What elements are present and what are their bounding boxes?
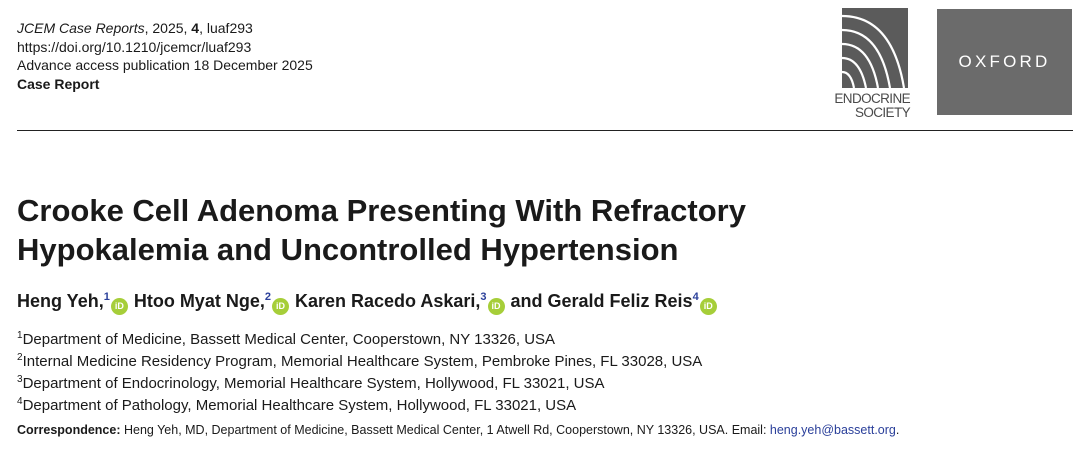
author-list <box>17 291 723 315</box>
endocrine-line: ENDOCRINE <box>834 91 910 106</box>
author-affiliation-ref[interactable]: 1 <box>103 291 110 303</box>
correspondence <box>17 423 899 437</box>
doi-link[interactable]: https://doi.org/10.1210/jcemcr/luaf293 <box>17 38 252 55</box>
society-line: SOCIETY <box>854 105 910 120</box>
orcid-icon[interactable]: iD <box>700 298 717 315</box>
oxford-wordmark: OXFORD <box>958 52 1051 71</box>
year: , 2025, <box>144 20 192 36</box>
affiliation-item <box>17 351 702 373</box>
affiliation-number: 2 <box>17 352 23 363</box>
author-name[interactable]: and Gerald Feliz Reis <box>510 291 693 311</box>
affiliation-item <box>17 329 702 351</box>
endocrine-society-logo <box>815 8 910 126</box>
orcid-icon[interactable]: iD <box>111 298 128 315</box>
journal-name: JCEM Case Reports <box>17 20 145 36</box>
affiliation-list <box>17 329 702 417</box>
author-affiliation-ref[interactable]: 4 <box>692 291 699 303</box>
author-name[interactable]: Karen Racedo Askari, <box>294 291 481 311</box>
author-name[interactable]: Heng Yeh, <box>17 291 104 311</box>
affiliation-text: Department of Pathology, Memorial Healthcare System, Hollywood, FL 33021, USA <box>22 397 577 414</box>
email-link[interactable]: heng.yeh@bassett.org <box>769 423 896 437</box>
citation-line <box>17 19 313 38</box>
endocrine-society-mark-icon <box>842 8 908 88</box>
article-id: , luaf293 <box>199 20 253 36</box>
correspondence-text: Heng Yeh, MD, Department of Medicine, Bassett Medical Center, 1 Atwell Rd, Cooperstown, NY 13326, USA. Email: <box>120 423 770 437</box>
affiliation-text: Department of Endocrinology, Memorial Healthcare System, Hollywood, FL 33021, USA <box>22 375 605 392</box>
correspondence-end: . <box>895 423 900 437</box>
affiliation-text: Internal Medicine Residency Program, Memorial Healthcare System, Pembroke Pines, FL 33028, USA <box>22 353 703 370</box>
title-line-1: Crooke Cell Adenoma Presenting With Refractory <box>17 193 746 228</box>
affiliation-number: 4 <box>17 396 23 407</box>
correspondence-label: Correspondence: <box>17 423 121 437</box>
oxford-logo <box>937 9 1072 115</box>
orcid-icon[interactable]: iD <box>272 298 289 315</box>
affiliation-number: 1 <box>17 330 23 341</box>
author-name[interactable]: Htoo Myat Nge, <box>133 291 265 311</box>
article-type: Case Report <box>17 75 100 92</box>
affiliation-item <box>17 373 702 395</box>
orcid-icon[interactable]: iD <box>488 298 505 315</box>
affiliation-text: Department of Medicine, Bassett Medical Center, Cooperstown, NY 13326, USA <box>22 331 556 348</box>
article-metadata <box>17 19 313 93</box>
header-divider <box>17 130 1073 131</box>
title-line-2: Hypokalemia and Uncontrolled Hypertension <box>17 232 679 267</box>
author-affiliation-ref[interactable]: 3 <box>480 291 487 303</box>
affiliation-item <box>17 395 702 417</box>
article-title <box>17 191 1057 269</box>
endocrine-society-wordmark <box>815 92 910 120</box>
author-affiliation-ref[interactable]: 2 <box>264 291 271 303</box>
publication-date: Advance access publication 18 December 2025 <box>17 57 313 73</box>
volume: 4 <box>191 20 200 36</box>
affiliation-number: 3 <box>17 374 23 385</box>
